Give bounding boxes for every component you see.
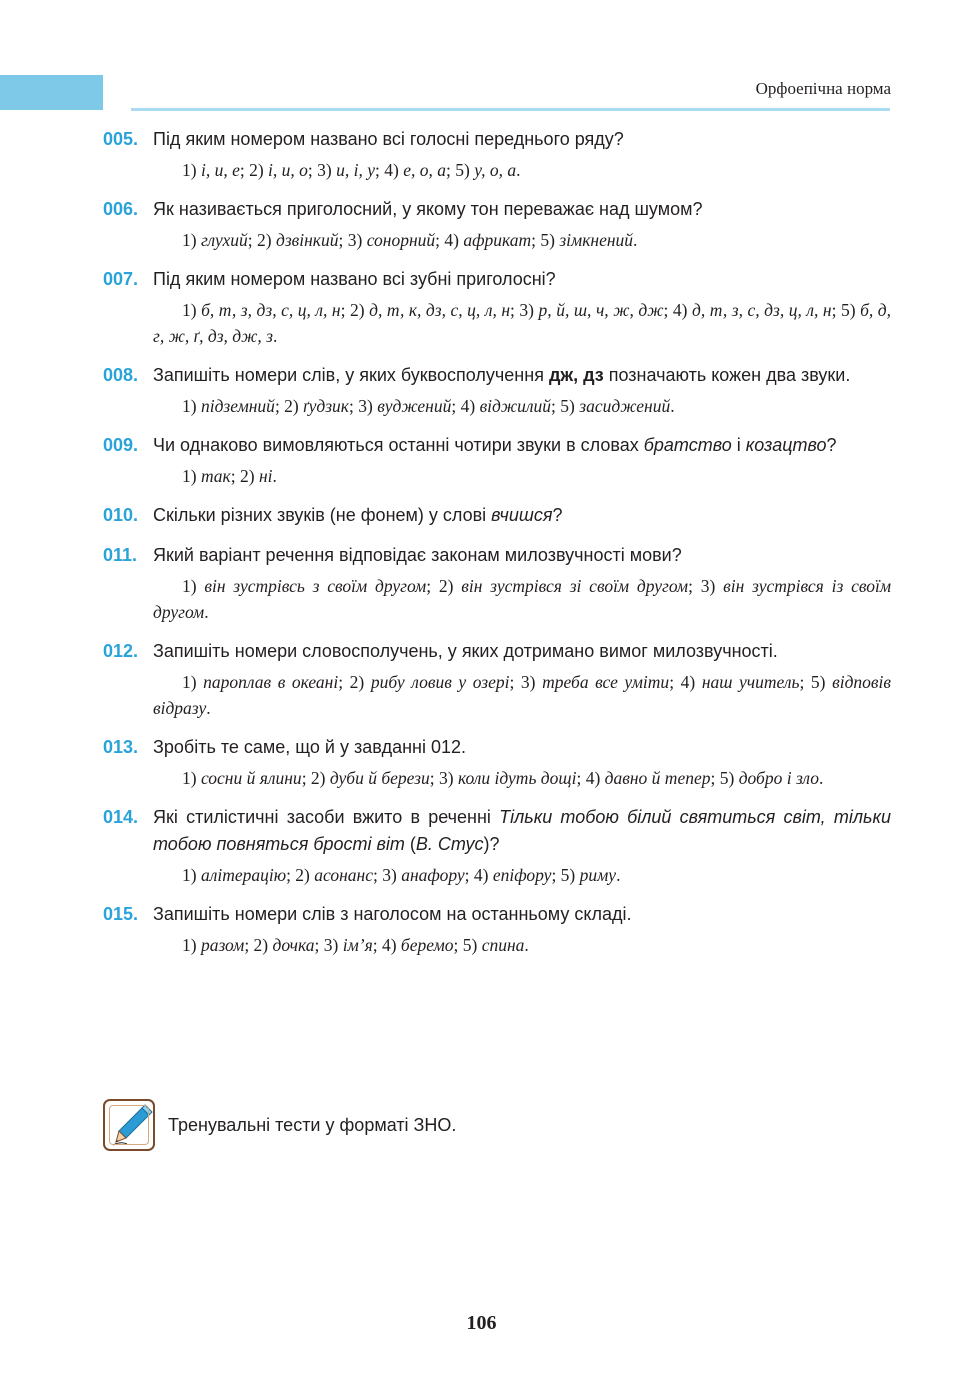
answer-text: . [524,935,529,955]
task-item [103,638,891,721]
task-question [103,804,891,858]
answer-text: він зустрівся зі своїм другом [461,576,689,596]
answer-text: ; 3) [314,935,343,955]
question-text: дж, дз [548,365,604,385]
answer-text: віджилий [479,396,552,416]
answer-text: ; 5) [446,160,475,180]
task-number: 008. [103,365,139,385]
question-text: Під яким номером названо всі зубні приголосні? [153,269,556,289]
task-item [103,196,891,253]
answer-text: и, і, у [336,160,376,180]
answer-text: ; 5) [551,865,580,885]
answer-text: засиджений [579,396,671,416]
answer-text: треба все уміти [542,672,670,692]
answer-text: ; 4) [435,230,464,250]
task-question [103,638,891,665]
answer-text: дзвінкий [275,230,339,250]
task-item [103,126,891,183]
answer-text: ; 2) [338,672,371,692]
answer-options [103,227,891,253]
answer-text: ; 5) [799,672,833,692]
task-item [103,734,891,791]
answer-text: дуби й берези [329,768,430,788]
pencil-icon [103,1099,155,1151]
answer-text: так [200,466,231,486]
answer-text: ; 3) [509,672,543,692]
header-tab [0,75,103,110]
answer-text: 1) [182,466,201,486]
task-question [103,542,891,569]
answer-text: ім’я [342,935,373,955]
question-text: Який варіант речення відповідає законам милозвучності мови? [153,545,682,565]
answer-options [103,393,891,419]
answer-text: 1) [182,160,201,180]
answer-options [103,297,891,349]
question-text: Скільки різних звуків (не фонем) у слові [153,505,492,525]
answer-text: ; 3) [510,300,539,320]
answer-text: ; 3) [307,160,337,180]
answer-text: . [633,230,638,250]
answer-text: рибу ловив у озері [370,672,510,692]
task-number: 007. [103,269,139,289]
question-text: козацтво [745,435,827,455]
answer-text: ; 5) [831,300,861,320]
task-number: 013. [103,737,139,757]
answer-text: ; 2) [247,230,276,250]
answer-text: коли ідуть дощі [457,768,577,788]
answer-text: ; 4) [375,160,404,180]
task-question [103,266,891,293]
task-question [103,901,891,928]
answer-text: ; 4) [663,300,693,320]
answer-text: ; 3) [338,230,367,250]
task-number: 009. [103,435,139,455]
task-question [103,362,891,389]
answer-text: 1) [182,300,202,320]
answer-text: і, и, о [268,160,308,180]
answer-text: ; 3) [688,576,724,596]
task-item [103,502,891,529]
answer-text: . [818,768,824,788]
answer-text: ні [258,466,273,486]
question-text: Запишіть номери словосполучень, у яких дотримано вимог милозвучності. [153,641,778,661]
answer-text: вуджений [377,396,452,416]
task-question [103,502,891,529]
task-number: 012. [103,641,139,661]
answer-text: ; 5) [551,396,580,416]
answer-text: алітерацію [200,865,287,885]
task-list [103,126,891,971]
task-item [103,362,891,419]
answer-text: 1) [182,230,201,250]
running-title: Орфоепічна норма [755,79,891,98]
answer-text: б, т, з, дз, с, ц, л, н [201,300,341,320]
training-tests-text: Тренувальні тести у форматі ЗНО. [168,1114,457,1135]
page-number: 106 [466,1312,497,1334]
answer-text: . [670,396,675,416]
answer-text: 1) [182,672,204,692]
task-number: 015. [103,904,139,924]
answer-text: зімкнений [559,230,634,250]
question-text: )? [483,834,500,854]
answer-text: д, т, з, с, дз, ц, л, н [692,300,832,320]
answer-text: ; 4) [464,865,493,885]
task-number: 011. [103,545,138,565]
question-text: і [731,435,746,455]
answer-options [103,157,891,183]
answer-text: ; 2) [230,466,259,486]
answer-text: анафору [401,865,465,885]
task-item [103,901,891,958]
answer-text: ; 3) [429,768,458,788]
answer-options [103,573,891,625]
answer-text: пароплав в океані [203,672,339,692]
answer-text: асонанс [314,865,373,885]
answer-text: риму [579,865,617,885]
answer-text: сонорний [366,230,436,250]
answer-text: ; 2) [286,865,315,885]
answer-text: ; 5) [710,768,739,788]
answer-options [103,765,891,791]
answer-text: він зустрівсь з своїм другом [204,576,427,596]
question-text: вчишся [491,505,553,525]
answer-text: б, д, г, ж, ґ, дз, дж, з [153,300,892,346]
answer-text: він зустрівся із своїм другом [153,576,891,622]
task-item [103,266,891,349]
header-rule [131,108,890,111]
question-text: Під яким номером названо всі голосні переднього ряду? [153,129,624,149]
task-item [103,542,891,625]
answer-text: . [204,602,209,622]
answer-text: . [273,326,278,346]
answer-options [103,463,891,489]
answer-text: ; 2) [301,768,330,788]
answer-text: відповів відразу [153,672,891,718]
answer-text: . [516,160,521,180]
answer-text: ; 2) [274,396,304,416]
question-text: братство [643,435,732,455]
answer-text: беремо [400,935,454,955]
answer-text: . [272,466,277,486]
answer-text: сосни й ялини [200,768,302,788]
answer-options [103,932,891,958]
task-number: 005. [103,129,139,149]
answer-text: е, о, а [403,160,446,180]
question-text: Запишіть номери слів, у яких буквосполучення [153,365,549,385]
question-text: Чи однаково вимовляються останні чотири звуки в словах [153,435,644,455]
answer-text: давно й тепер [604,768,711,788]
question-text: Які стилістичні засоби вжито в реченні [153,807,500,827]
answer-text: 1) [182,576,205,596]
question-text: Запишіть номери слів з наголосом на останньому складі. [153,904,632,924]
answer-text: африкат [463,230,532,250]
task-question [103,126,891,153]
task-item [103,804,891,888]
answer-text: добро і зло [738,768,819,788]
task-question [103,196,891,223]
answer-text: наш учитель [701,672,800,692]
question-text: Зробіть те саме, що й у завданні 012. [153,737,467,757]
answer-text: ; 5) [453,935,482,955]
task-number: 010. [103,505,139,525]
answer-text: ; 2) [239,160,269,180]
question-text: Тільки тобою білий святиться світ, тільки тобою повняться брості віт [153,807,891,854]
answer-text: епіфору [492,865,552,885]
question-text: Як називається приголосний, у якому тон переважає над шумом? [153,199,703,219]
answer-text: ; 5) [531,230,560,250]
answer-text: ; 3) [372,865,402,885]
answer-text: р, й, ш, ч, ж, дж [538,300,664,320]
answer-text: . [616,865,621,885]
question-text: ( [404,834,416,854]
answer-text: 1) [182,865,201,885]
answer-text: ; 4) [669,672,702,692]
question-text: ? [826,435,837,455]
answer-options [103,862,891,888]
answer-text: і, и, е [200,160,240,180]
task-question [103,432,891,459]
question-text: позначають кожен два звуки. [603,365,851,385]
answer-text: разом [200,935,245,955]
answer-text: спина [481,935,525,955]
answer-text: ; 3) [348,396,378,416]
question-text: В. Стус [415,834,484,854]
answer-text: д, т, к, дз, с, ц, л, н [369,300,511,320]
answer-text: 1) [182,935,201,955]
answer-text: ; 2) [426,576,462,596]
question-text: ? [552,505,563,525]
answer-text: у, о, а [474,160,517,180]
answer-options [103,669,891,721]
answer-text: ; 4) [372,935,401,955]
answer-text: 1) [182,768,201,788]
task-item [103,432,891,489]
task-question [103,734,891,761]
answer-text: 1) [182,396,201,416]
answer-text: ; 4) [576,768,605,788]
answer-text: ґудзик [303,396,349,416]
answer-text: ; 4) [451,396,480,416]
answer-text: дочка [272,935,315,955]
answer-text: глухий [200,230,248,250]
answer-text: ; 2) [340,300,370,320]
answer-text: . [206,698,211,718]
answer-text: підземний [200,396,275,416]
answer-text: ; 2) [244,935,273,955]
training-tests-note [103,1099,456,1151]
task-number: 006. [103,199,139,219]
task-number: 014. [103,807,139,827]
